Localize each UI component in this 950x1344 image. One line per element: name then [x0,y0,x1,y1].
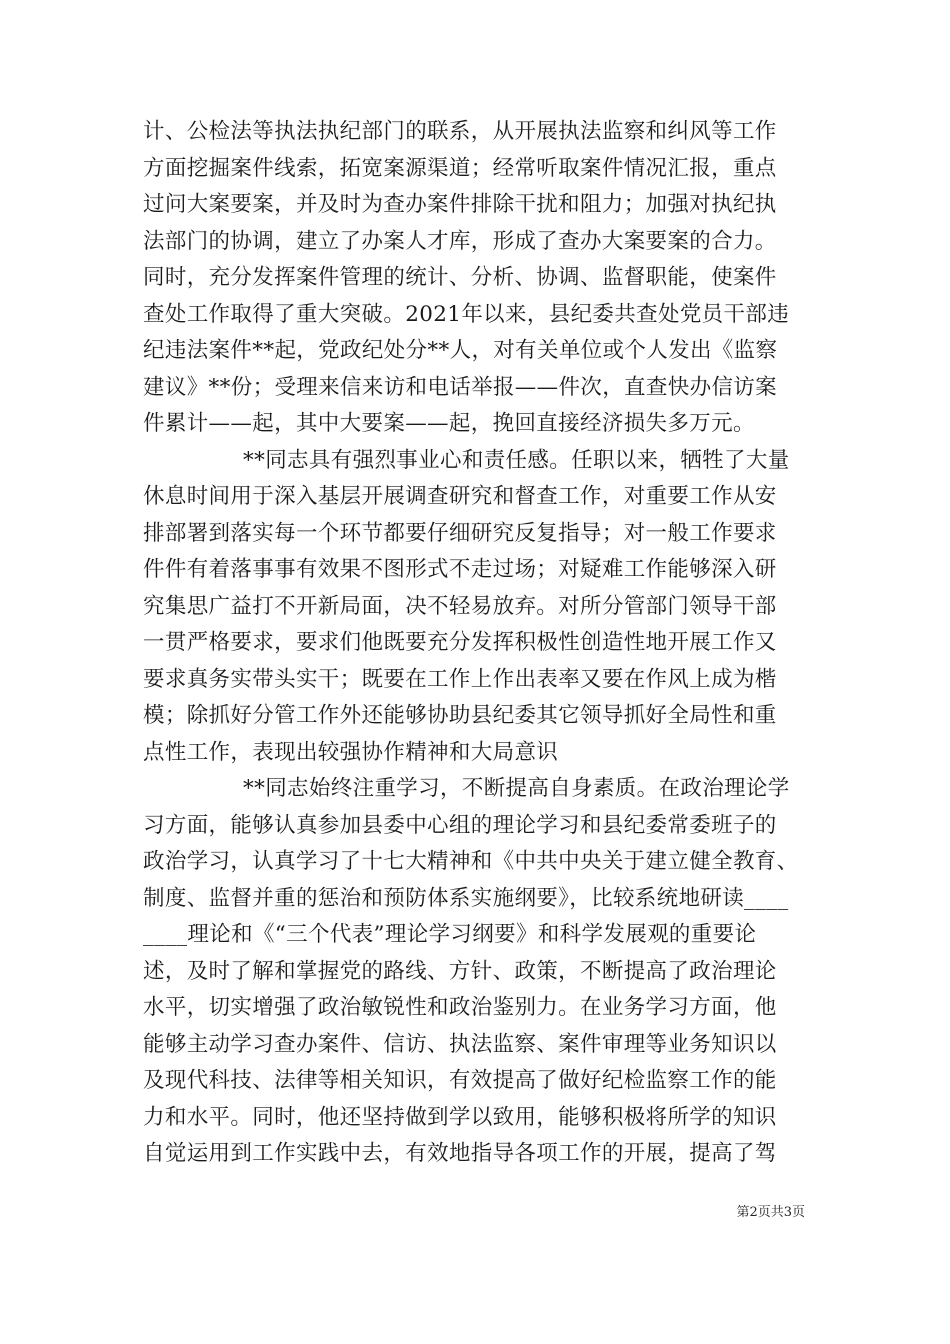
text-line: 自觉运用到工作实践中去，有效地指导各项工作的开展，提高了驾 [143,1141,777,1166]
text-line: 件累计——起，其中大要案——起，挽回直接经济损失多万元。 [143,411,755,436]
page-number: 第2页共3页 [736,1205,805,1220]
text-line: 查处工作取得了重大突破。2021年以来，县纪委共查处党员干部违 [143,301,790,327]
text-line: 法部门的协调，建立了办案人才库，形成了查办大案要案的合力。 [143,228,777,254]
text-line: 点性工作，表现出较强协作精神和大局意识 [143,739,559,765]
text-line: 排部署到落实每一个环节都要仔细研究反复指导；对一般工作要求 [143,520,777,546]
text-line: 休息时间用于深入基层开展调查研究和督查工作，对重要工作从安 [143,484,777,509]
text-line: 一贯严格要求，要求们他既要充分发挥积极性创造性地开展工作又 [143,630,777,655]
text-line: 能够主动学习查办案件、信访、执法监察、案件审理等业务知识以 [143,1031,777,1057]
text-line: ____理论和《“三个代表”理论学习纲要》和科学发展观的重要论 [143,922,757,947]
text-line: 制度、监督并重的惩治和预防体系实施纲要》，比较系统地研读____ [143,885,789,911]
text-line: 究集思广益打不开新局面，决不轻易放弃。对所分管部门领导干部 [143,593,777,619]
text-line: 水平，切实增强了政治敏锐性和政治鉴别力。在业务学习方面，他 [143,995,777,1020]
text-line: 及现代科技、法律等相关知识，有效提高了做好纪检监察工作的能 [143,1068,777,1093]
text-line: 计、公检法等执法执纪部门的联系，从开展执法监察和纠风等工作 [143,119,777,144]
text-line: 模；除抓好分管工作外还能够协助县纪委其它领导抓好全局性和重 [143,703,777,728]
paragraph [143,771,813,1173]
text-line: 习方面，能够认真参加县委中心组的理论学习和县纪委常委班子的 [143,812,777,838]
text-line: 件件有着落事事有效果不图形式不走过场；对疑难工作能够深入研 [143,557,777,582]
text-line: 政治学习，认真学习了十七大精神和《中共中央关于建立健全教育、 [143,849,799,874]
text-line: 述，及时了解和掌握党的路线、方针、政策，不断提高了政治理论 [143,958,777,984]
text-line: 方面挖掘案件线索，拓宽案源渠道；经常听取案件情况汇报，重点 [143,155,777,181]
text-line: 要求真务实带头实干；既要在工作上作出表率又要在作风上成为楷 [143,666,777,692]
paragraph [143,443,813,772]
document-body [143,114,813,1173]
paragraph [143,114,813,443]
text-line: 同时，充分发挥案件管理的统计、分析、协调、监督职能，使案件 [143,265,777,290]
text-line: 力和水平。同时，他还坚持做到学以致用，能够积极将所学的知识 [143,1104,777,1130]
text-line: **同志具有强烈事业心和责任感。任职以来，牺牲了大量 [243,447,790,473]
text-line: 纪违法案件**起，党政纪处分**人，对有关单位或个人发出《监察 [143,338,778,363]
text-line: 过问大案要案，并及时为查办案件排除干扰和阻力；加强对执纪执 [143,192,777,217]
text-line: 建议》**份；受理来信来访和电话举报——件次，直查快办信访案 [143,374,778,400]
text-line: **同志始终注重学习，不断提高自身素质。在政治理论学 [243,776,790,801]
